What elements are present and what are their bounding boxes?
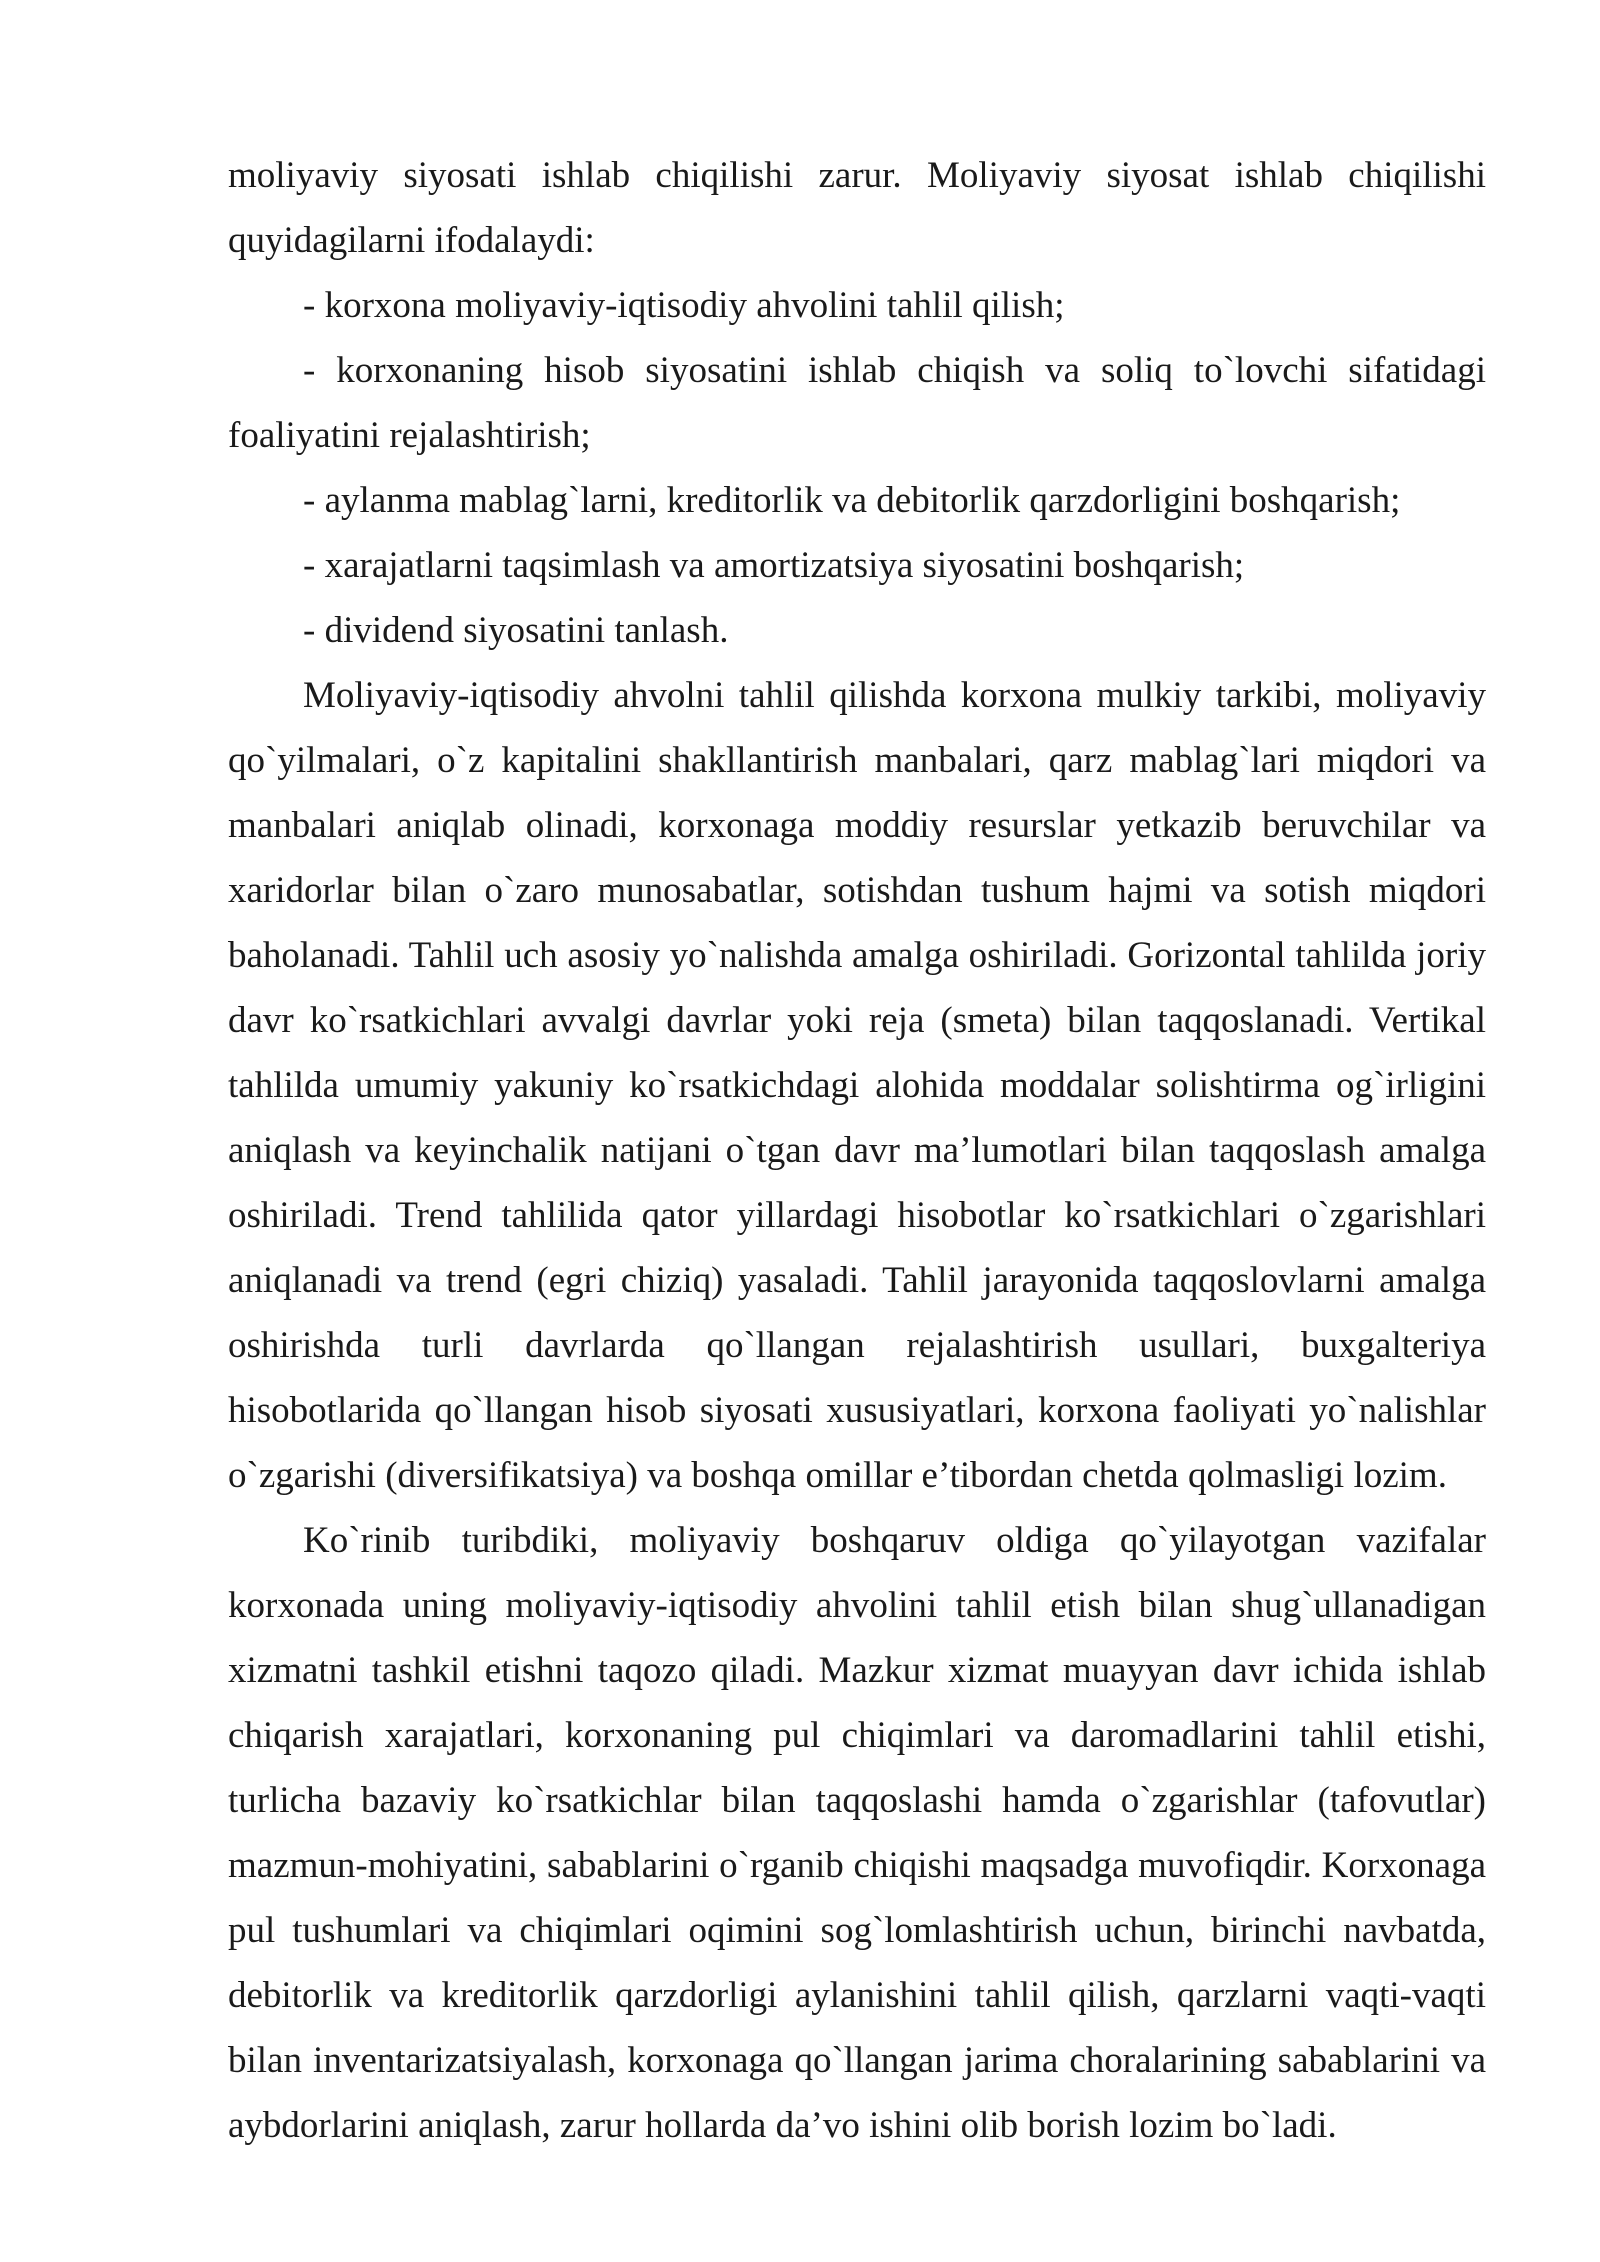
document-page	[228, 143, 1486, 2158]
list-item: - dividend siyosatini tanlash.	[303, 610, 729, 651]
list-item: - korxona moliyaviy-iqtisodiy ahvolini tahlil qilish;	[303, 285, 1065, 326]
paragraph-continuation: moliyaviy siyosati ishlab chiqilishi zarur. Moliyaviy siyosat ishlab chiqilishi quyidagilarni ifodalaydi:	[228, 155, 1486, 261]
paragraph-analysis: Moliyaviy-iqtisodiy ahvolni tahlil qilishda korxona mulkiy tarkibi, moliyaviy qo`yilmalari, o`z kapitalini shakllantirish manbalari, qarz mablag`lari miqdori va manbalari aniqlab olinadi, korxonaga moddiy resurslar yetkazib beruvchilar va xaridorlar bilan o`zaro munosabatlar, sotishdan tushum hajmi va sotish miqdori baholanadi. Tahlil uch asosiy yo`nalishda amalga oshiriladi. Gorizontal tahlilda joriy davr ko`rsatkichlari avvalgi davrlar yoki reja (smeta) bilan taqqoslanadi. Vertikal tahlilda umumiy yakuniy ko`rsatkichdagi alohida moddalar solishtirma og`irligini aniqlash va keyinchalik natijani o`tgan davr ma’lumotlari bilan taqqoslash amalga oshiriladi. Trend tahlilida qator yillardagi hisobotlar ko`rsatkichlari o`zgarishlari aniqlanadi va trend (egri chiziq) yasaladi. Tahlil jarayonida taqqoslovlarni amalga oshirishda turli davrlarda qo`llangan rejalashtirish usullari, buxgalteriya hisobotlarida qo`llangan hisob siyosati xususiyatlari, korxona faoliyati yo`nalishlar o`zgarishi (diversifikatsiya) va boshqa omillar e’tibordan chetda qolmasligi lozim.	[228, 675, 1486, 1496]
list-item: - aylanma mablag`larni, kreditorlik va debitorlik qarzdorligini boshqarish;	[303, 480, 1401, 521]
list-item: - korxonaning hisob siyosatini ishlab chiqish va soliq to`lovchi sifatidagi foaliyatini rejalashtirish;	[228, 350, 1486, 456]
paragraph-conclusion: Ko`rinib turibdiki, moliyaviy boshqaruv oldiga qo`yilayotgan vazifalar korxonada uning moliyaviy-iqtisodiy ahvolini tahlil etish bilan shug`ullanadigan xizmatni tashkil etishni taqozo qiladi. Mazkur xizmat muayyan davr ichida ishlab chiqarish xarajatlari, korxonaning pul chiqimlari va daromadlarini tahlil etishi, turlicha bazaviy ko`rsatkichlar bilan taqqoslashi hamda o`zgarishlar (tafovutlar) mazmun-mohiyatini, sabablarini o`rganib chiqishi maqsadga muvofiqdir. Korxonaga pul tushumlari va chiqimlari oqimini sog`lomlashtirish uchun, birinchi navbatda, debitorlik va kreditorlik qarzdorligi aylanishini tahlil qilish, qarzlarni vaqti-vaqti bilan inventarizatsiyalash, korxonaga qo`llangan jarima choralarining sabablarini va aybdorlarini aniqlash, zarur hollarda da’vo ishini olib borish lozim bo`ladi.	[228, 1520, 1486, 2146]
list-item: - xarajatlarni taqsimlash va amortizatsiya siyosatini boshqarish;	[303, 545, 1245, 586]
